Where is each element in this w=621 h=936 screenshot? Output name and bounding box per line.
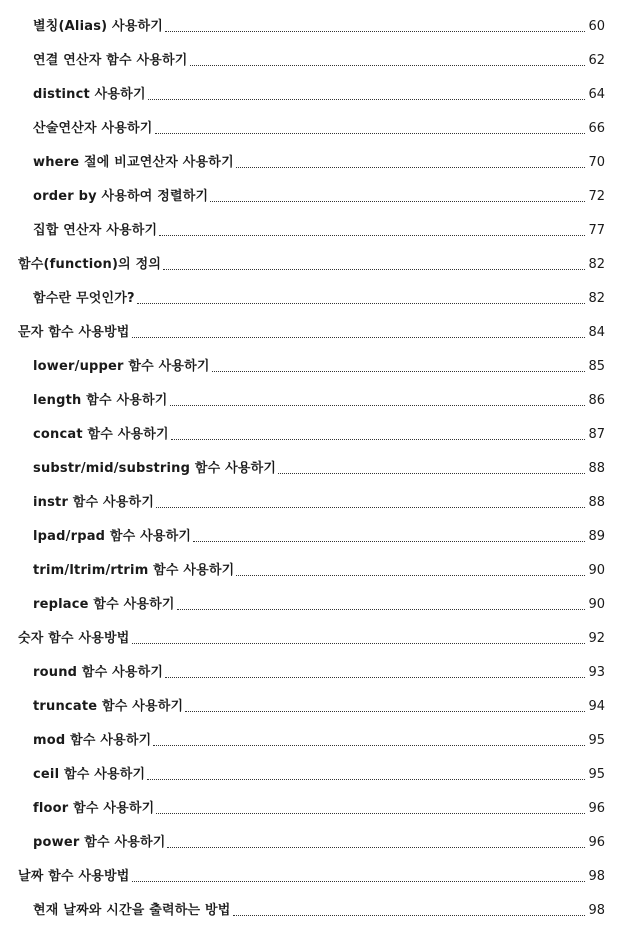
dot-leader — [156, 506, 585, 508]
toc-entry-title: 날짜 함수 사용방법 — [18, 869, 130, 884]
dot-leader — [163, 268, 585, 270]
toc-section-entry[interactable] — [0, 314, 621, 348]
dot-leader — [236, 166, 585, 168]
toc-entry-title: 숫자 함수 사용방법 — [18, 631, 130, 646]
toc-subsection-entry[interactable] — [0, 212, 621, 246]
dot-leader — [212, 370, 585, 372]
toc-page-number: 96 — [588, 801, 605, 816]
dot-leader — [185, 710, 585, 712]
toc-entry-title: substr/mid/substring 함수 사용하기 — [33, 461, 277, 476]
toc-subsection-entry[interactable] — [0, 382, 621, 416]
toc-page-number: 89 — [588, 529, 605, 544]
toc-entry-title: 문자 함수 사용방법 — [18, 325, 130, 340]
toc-subsection-entry[interactable] — [0, 450, 621, 484]
toc-page-number: 92 — [588, 631, 605, 646]
toc-subsection-entry[interactable] — [0, 790, 621, 824]
toc-subsection-entry[interactable] — [0, 586, 621, 620]
toc-subsection-entry[interactable] — [0, 348, 621, 382]
toc-entry-title: 함수란 무엇인가? — [33, 291, 135, 306]
dot-leader — [132, 336, 585, 338]
toc-page-number: 85 — [588, 359, 605, 374]
toc-entry-title: power 함수 사용하기 — [33, 835, 166, 850]
toc-page-number: 88 — [588, 495, 605, 510]
dot-leader — [170, 404, 585, 406]
dot-leader — [165, 30, 585, 32]
toc-entry-title: round 함수 사용하기 — [33, 665, 164, 680]
toc-page-number: 82 — [588, 257, 605, 272]
toc-page-number: 84 — [588, 325, 605, 340]
dot-leader — [210, 200, 585, 202]
toc-entry-title: 연결 연산자 함수 사용하기 — [33, 53, 188, 68]
toc-entry-title: 현재 날짜와 시간을 출력하는 방법 — [33, 903, 231, 918]
dot-leader — [147, 778, 585, 780]
toc-subsection-entry[interactable] — [0, 552, 621, 586]
toc-page-number: 90 — [588, 563, 605, 578]
toc-subsection-entry[interactable] — [0, 484, 621, 518]
dot-leader — [236, 574, 585, 576]
dot-leader — [233, 914, 585, 916]
toc-section-entry[interactable] — [0, 858, 621, 892]
toc-entry-title: ceil 함수 사용하기 — [33, 767, 146, 782]
toc-entry-title: 함수(function)의 정의 — [18, 257, 162, 272]
toc-subsection-entry[interactable] — [0, 654, 621, 688]
toc-page-number: 82 — [588, 291, 605, 306]
toc-subsection-entry[interactable] — [0, 688, 621, 722]
toc-page-number: 62 — [588, 53, 605, 68]
toc-entry-title: where 절에 비교연산자 사용하기 — [33, 155, 234, 170]
toc-subsection-entry[interactable] — [0, 892, 621, 926]
toc-entry-title: truncate 함수 사용하기 — [33, 699, 184, 714]
toc-subsection-entry[interactable] — [0, 144, 621, 178]
toc-page-number: 93 — [588, 665, 605, 680]
toc-entry-title: 별칭(Alias) 사용하기 — [33, 19, 164, 34]
toc-subsection-entry[interactable] — [0, 280, 621, 314]
dot-leader — [190, 64, 585, 66]
toc-section-entry[interactable] — [0, 620, 621, 654]
dot-leader — [177, 608, 585, 610]
dot-leader — [167, 846, 585, 848]
toc-page-number: 96 — [588, 835, 605, 850]
dot-leader — [278, 472, 585, 474]
toc-subsection-entry[interactable] — [0, 8, 621, 42]
toc-page-number: 87 — [588, 427, 605, 442]
dot-leader — [153, 744, 585, 746]
toc-page-number: 66 — [588, 121, 605, 136]
toc-entry-title: replace 함수 사용하기 — [33, 597, 175, 612]
toc-entry-title: mod 함수 사용하기 — [33, 733, 152, 748]
toc-subsection-entry[interactable] — [0, 756, 621, 790]
toc-page-number: 95 — [588, 767, 605, 782]
toc-subsection-entry[interactable] — [0, 76, 621, 110]
dot-leader — [165, 676, 585, 678]
dot-leader — [156, 812, 585, 814]
dot-leader — [148, 98, 585, 100]
toc-entry-title: length 함수 사용하기 — [33, 393, 168, 408]
dot-leader — [159, 234, 585, 236]
toc-page-number: 95 — [588, 733, 605, 748]
toc-subsection-entry[interactable] — [0, 722, 621, 756]
toc-page-number: 94 — [588, 699, 605, 714]
toc-subsection-entry[interactable] — [0, 178, 621, 212]
toc-entry-title: distinct 사용하기 — [33, 87, 146, 102]
toc-page-number: 70 — [588, 155, 605, 170]
toc-subsection-entry[interactable] — [0, 42, 621, 76]
toc-section-entry[interactable] — [0, 246, 621, 280]
toc-page-number: 88 — [588, 461, 605, 476]
toc-subsection-entry[interactable] — [0, 518, 621, 552]
toc-page-number: 64 — [588, 87, 605, 102]
toc-subsection-entry[interactable] — [0, 110, 621, 144]
dot-leader — [137, 302, 585, 304]
toc-entry-title: lower/upper 함수 사용하기 — [33, 359, 210, 374]
toc-subsection-entry[interactable] — [0, 416, 621, 450]
toc-entry-title: 집합 연산자 사용하기 — [33, 223, 158, 238]
toc-entry-title: order by 사용하여 정렬하기 — [33, 189, 209, 204]
table-of-contents — [0, 8, 621, 926]
toc-page-number: 86 — [588, 393, 605, 408]
toc-page-number: 98 — [588, 869, 605, 884]
toc-page-number: 77 — [588, 223, 605, 238]
toc-page-number: 98 — [588, 903, 605, 918]
toc-entry-title: lpad/rpad 함수 사용하기 — [33, 529, 192, 544]
dot-leader — [155, 132, 585, 134]
toc-entry-title: concat 함수 사용하기 — [33, 427, 169, 442]
dot-leader — [132, 642, 585, 644]
toc-entry-title: instr 함수 사용하기 — [33, 495, 155, 510]
toc-entry-title: trim/ltrim/rtrim 함수 사용하기 — [33, 563, 235, 578]
dot-leader — [132, 880, 585, 882]
dot-leader — [193, 540, 585, 542]
toc-page-number: 90 — [588, 597, 605, 612]
toc-subsection-entry[interactable] — [0, 824, 621, 858]
dot-leader — [171, 438, 585, 440]
toc-page-number: 72 — [588, 189, 605, 204]
toc-entry-title: floor 함수 사용하기 — [33, 801, 155, 816]
toc-page-number: 60 — [588, 19, 605, 34]
toc-entry-title: 산술연산자 사용하기 — [33, 121, 153, 136]
